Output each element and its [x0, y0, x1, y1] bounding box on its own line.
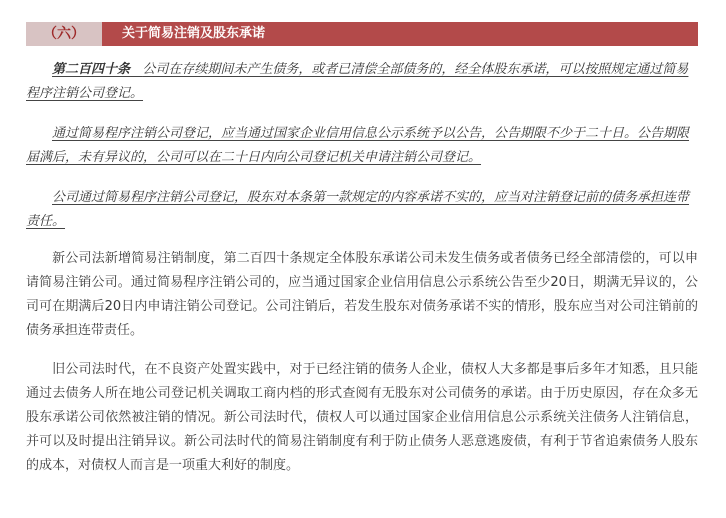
commentary-paragraph-2 — [26, 358, 698, 478]
section-number: （六） — [43, 26, 85, 42]
commentary-paragraph-1-text: 新公司法新增简易注销制度，第二百四十条规定全体股东承诺公司未发生债务或者债务已经全部清偿的，可以申请简易注销公司。通过简易程序注销公司的，应当通过国家企业信用信息公示系统公告至少20日，期满无异议的，公司可在期满后20日内申请注销公司登记。公司注销后，若发生股东对债务承诺不实的情形，股东应当对公司注销前的债务承担连带责任。 — [26, 251, 698, 338]
law-quote-1 — [26, 58, 698, 106]
article-number: 第二百四十条 — [52, 62, 131, 77]
law-quote-2 — [26, 122, 698, 170]
law-quote-3 — [26, 186, 698, 234]
commentary-paragraph-2-text: 旧公司法时代，在不良资产处置实践中，对于已经注销的债务人企业，债权人大多都是事后多年才知悉，且只能通过去债务人所在地公司登记机关调取工商内档的形式查阅有无股东对公司债务的承诺。由于历史原因，存在众多无股东承诺公司依然被注销的情况。新公司法时代，债权人可以通过国家企业信用信息公示系统关注债务人注销信息，并可以及时提出注销异议。新公司法时代的简易注销制度有利于防止债务人恶意逃废债，有利于节省追索债务人股东的成本，对债权人而言是一项重大利好的制度。 — [26, 362, 698, 473]
law-quote-2-text: 通过简易程序注销公司登记，应当通过国家企业信用信息公示系统予以公告，公告期限不少于二十日。公告期限届满后，未有异议的，公司可以在二十日内向公司登记机关申请注销公司登记。 — [26, 126, 690, 165]
law-quote-3-text: 公司通过简易程序注销公司登记，股东对本条第一款规定的内容承诺不实的，应当对注销登记前的债务承担连带责任。 — [26, 190, 690, 229]
commentary-paragraph-1 — [26, 247, 698, 343]
section-header — [26, 22, 698, 46]
law-quote-1-text: 公司在存续期间未产生债务，或者已清偿全部债务的，经全体股东承诺，可以按照规定通过简易程序注销公司登记。 — [26, 62, 689, 101]
section-title: 关于简易注销及股东承诺 — [122, 26, 266, 41]
